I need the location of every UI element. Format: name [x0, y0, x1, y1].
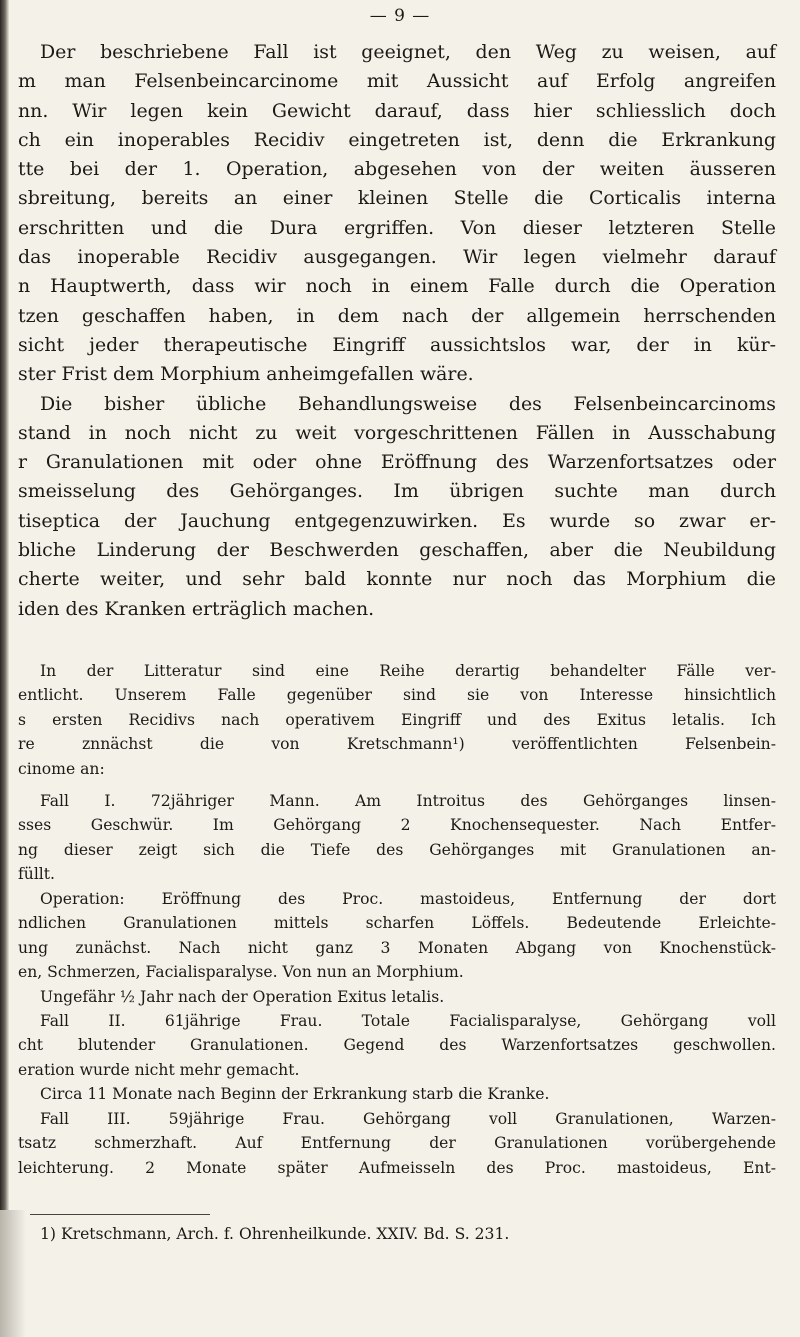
case-1	[18, 789, 776, 887]
text-line: sicht jeder therapeutische Eingriff aussichtslos war, der in kür-	[18, 333, 776, 356]
text-line: s ersten Recidivs nach operativem Eingriff und des Exitus letalis. Ich	[18, 710, 776, 729]
text-line: Der beschriebene Fall ist geeignet, den Weg zu weisen, auf	[40, 41, 776, 63]
text-line: stand in noch nicht zu weit vorgeschrittenen Fällen in Ausschabung	[18, 421, 776, 444]
text-line: entlicht. Unserem Falle gegenüber sind sie von Interesse hinsichtlich	[18, 686, 776, 705]
case-1-operation	[18, 887, 776, 1009]
text-line: ster Frist dem Morphium anheimgefallen wäre.	[18, 363, 474, 386]
case-2	[18, 1009, 776, 1107]
text-line: tzen geschaffen haben, in dem nach der allgemein herrschenden	[18, 304, 776, 327]
text-line: n Hauptwerth, dass wir noch in einem Falle durch die Operation	[18, 275, 776, 298]
text-line: cinome an:	[18, 759, 105, 778]
text-line: Fall III. 59jährige Frau. Gehörgang voll Granulationen, Warzen-	[40, 1110, 776, 1128]
text-line: tsatz schmerzhaft. Auf Entfernung der Granulationen vorübergehende	[18, 1134, 776, 1153]
text-line: eration wurde nicht mehr gemacht.	[18, 1060, 300, 1079]
footnote: 1) Kretschmann, Arch. f. Ohrenheilkunde. XXIV. Bd. S. 231.	[40, 1225, 510, 1243]
text-line: Operation: Eröffnung des Proc. mastoideus, Entfernung der dort	[40, 890, 776, 908]
text-line: das inoperable Recidiv ausgegangen. Wir legen vielmehr darauf	[18, 246, 776, 269]
text-line: cht blutender Granulationen. Gegend des Warzenfortsatzes geschwollen.	[18, 1036, 776, 1055]
text-line: Ungefähr ½ Jahr nach der Operation Exitus letalis.	[40, 987, 445, 1006]
footnote-rule	[30, 1214, 210, 1215]
text-line: ng dieser zeigt sich die Tiefe des Gehörganges mit Granulationen an-	[18, 840, 776, 859]
text-line: smeisselung des Gehörganges. Im übrigen suchte man durch	[18, 480, 776, 503]
text-line: Fall II. 61jährige Frau. Totale Facialisparalyse, Gehörgang voll	[40, 1012, 776, 1030]
main-text	[18, 38, 776, 624]
text-line: ch ein inoperables Recidiv eingetreten ist, denn die Erkrankung	[18, 128, 776, 151]
text-line: r Granulationen mit oder ohne Eröffnung des Warzenfortsatzes oder	[18, 451, 776, 474]
page-number: — 9 —	[369, 6, 431, 26]
text-line: ndlichen Granulationen mittels scharfen Löffels. Bedeutende Erleichte-	[18, 914, 776, 933]
text-line: leichterung. 2 Monate später Aufmeisseln des Proc. mastoideus, Ent-	[18, 1158, 776, 1177]
text-line: sses Geschwür. Im Gehörgang 2 Knochensequester. Nach Entfer-	[18, 816, 776, 835]
text-line: Circa 11 Monate nach Beginn der Erkrankung starb die Kranke.	[40, 1085, 550, 1104]
text-line: sbreitung, bereits an einer kleinen Stelle die Corticalis interna	[18, 187, 776, 210]
text-line: füllt.	[18, 865, 56, 884]
text-line: ung zunächst. Nach nicht ganz 3 Monaten Abgang von Knochenstück-	[18, 938, 776, 957]
text-line: bliche Linderung der Beschwerden geschaffen, aber die Neubildung	[18, 539, 776, 562]
text-line: cherte weiter, und sehr bald konnte nur noch das Morphium die	[18, 568, 776, 591]
text-line: en, Schmerzen, Facialisparalyse. Von nun an Morphium.	[18, 963, 464, 982]
text-line: Fall I. 72jähriger Mann. Am Introitus des Gehörganges linsen-	[40, 792, 776, 810]
text-line: erschritten und die Dura ergriffen. Von dieser letzteren Stelle	[18, 216, 776, 239]
text-line: iden des Kranken erträglich machen.	[18, 597, 375, 620]
text-line: tiseptica der Jauchung entgegenzuwirken. Es wurde so zwar er-	[18, 509, 776, 532]
text-line: In der Litteratur sind eine Reihe derartig behandelter Fälle ver-	[40, 662, 776, 680]
case-3	[18, 1107, 776, 1180]
text-line: nn. Wir legen kein Gewicht darauf, dass hier schliesslich doch	[18, 99, 776, 122]
text-line: tte bei der 1. Operation, abgesehen von der weiten äusseren	[18, 158, 776, 181]
text-line: m man Felsenbeincarcinome mit Aussicht auf Erfolg angreifen	[18, 70, 776, 93]
literature-paragraph	[18, 659, 776, 781]
text-line: Die bisher übliche Behandlungsweise des Felsenbeincarcinoms	[40, 392, 776, 415]
text-line: re znnächst die von Kretschmann¹) veröffentlichten Felsenbein-	[18, 735, 776, 754]
